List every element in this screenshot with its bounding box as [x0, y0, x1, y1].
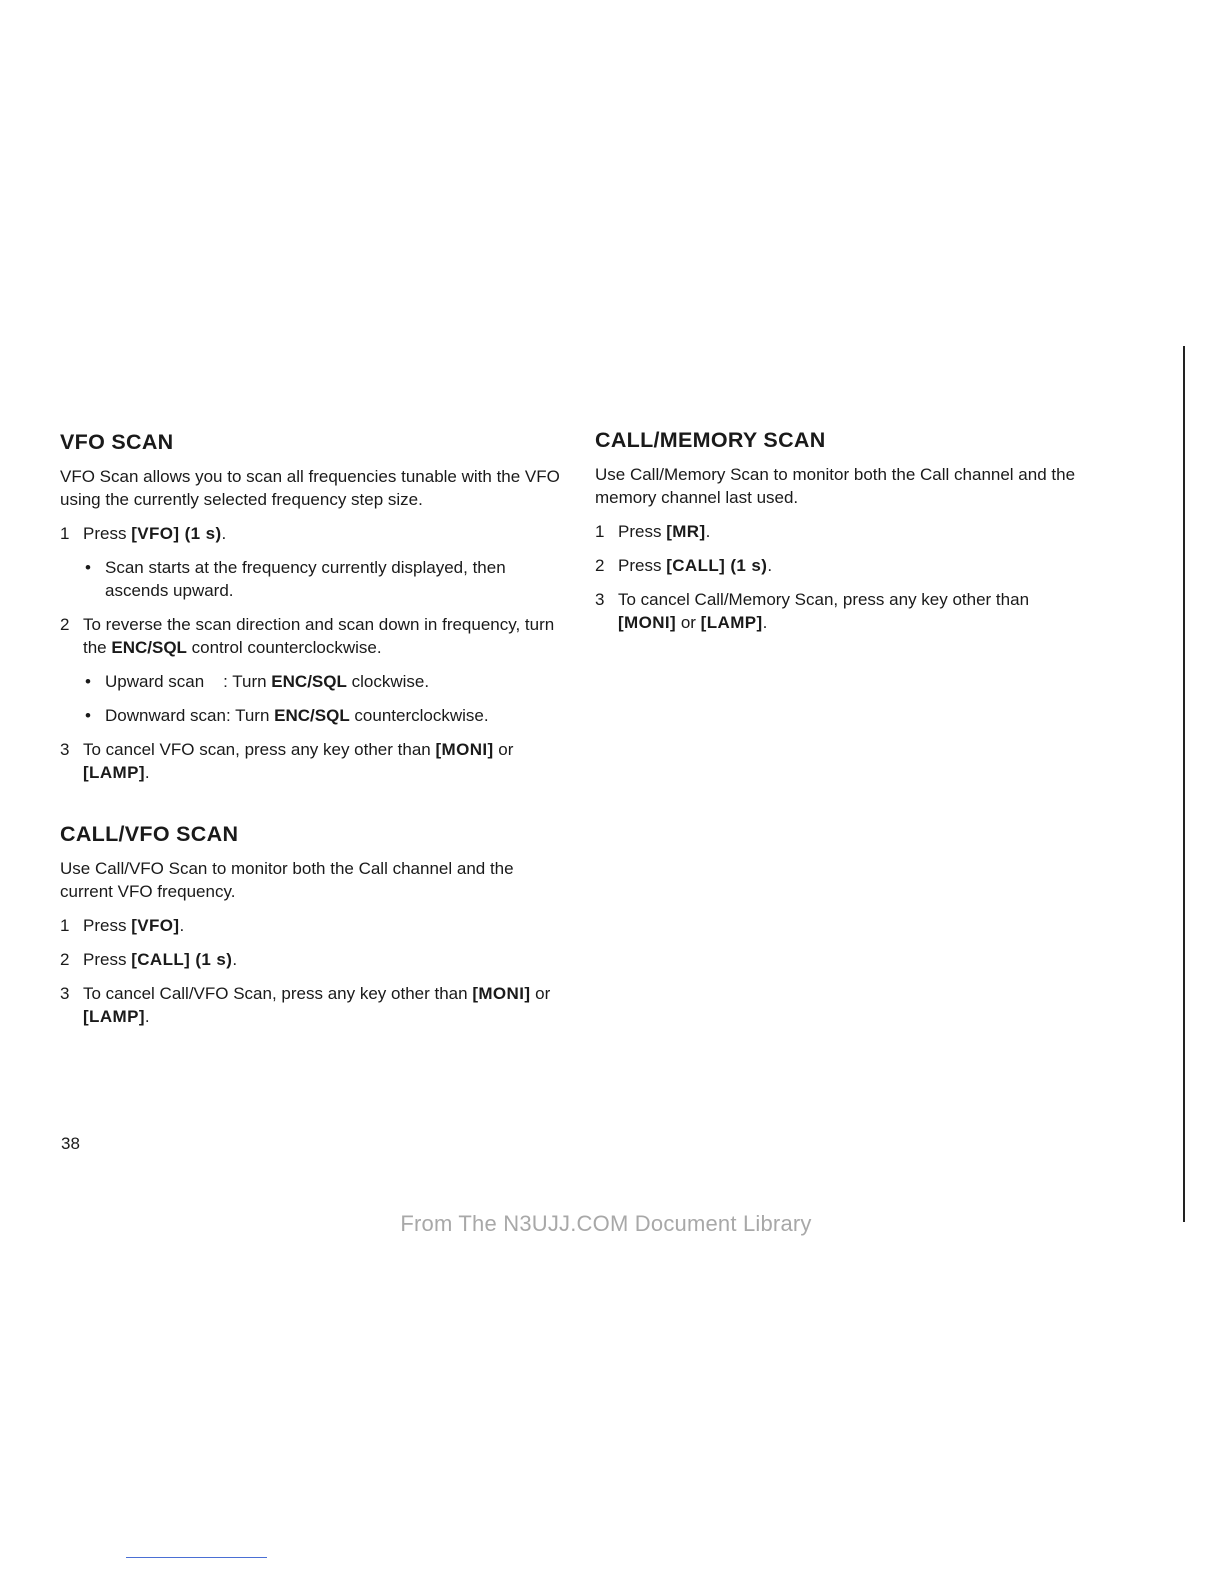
- bottom-link-rule: [126, 1557, 267, 1558]
- hold-duration: (1 s): [725, 556, 768, 575]
- punctuation: .: [767, 556, 773, 575]
- step-text: or: [493, 740, 514, 759]
- left-column: [60, 428, 560, 1064]
- right-margin-rule: [1183, 346, 1185, 1222]
- vfo-scan-bullet-2: [60, 670, 560, 693]
- bullet-dot-icon: •: [85, 558, 91, 577]
- step-number: 2: [595, 556, 605, 575]
- hold-duration: (1 s): [179, 524, 222, 543]
- mr-key: [MR]: [666, 522, 706, 541]
- step-number: 2: [60, 950, 70, 969]
- vfo-scan-step-3: [60, 738, 560, 784]
- step-text: or: [676, 613, 701, 632]
- call-memory-scan-step-3: [595, 588, 1085, 634]
- step-number: 3: [60, 984, 70, 1003]
- step-text: Press: [618, 522, 667, 541]
- hold-duration: (1 s): [190, 950, 233, 969]
- vfo-scan-heading: VFO SCAN: [60, 430, 174, 454]
- step-text: or: [530, 984, 551, 1003]
- step-text: To cancel Call/Memory Scan, press any key other than: [618, 590, 1030, 609]
- bullet-text: counterclockwise.: [349, 706, 489, 725]
- step-text: Press: [83, 950, 132, 969]
- right-column: [595, 426, 1085, 670]
- footer-watermark: From The N3UJJ.COM Document Library: [400, 1211, 812, 1236]
- bullet-text: clockwise.: [346, 672, 430, 691]
- punctuation: .: [144, 763, 150, 782]
- lamp-key: [LAMP]: [83, 763, 145, 782]
- bullet-dot-icon: •: [85, 672, 91, 691]
- vfo-scan-step-1: [60, 522, 560, 545]
- step-number: 1: [60, 524, 70, 543]
- punctuation: .: [232, 950, 238, 969]
- step-number: 3: [60, 740, 70, 759]
- vfo-key: [VFO]: [131, 524, 180, 543]
- vfo-scan-section: [60, 428, 560, 784]
- step-number: 2: [60, 615, 70, 634]
- step-text: Press: [83, 524, 132, 543]
- vfo-key: [VFO]: [131, 916, 180, 935]
- call-vfo-scan-step-3: [60, 982, 560, 1028]
- call-memory-scan-heading: CALL/MEMORY SCAN: [595, 428, 826, 452]
- page-number: 38: [61, 1134, 80, 1153]
- vfo-scan-bullet-1: [60, 556, 560, 602]
- call-vfo-scan-section: [60, 820, 560, 1028]
- bullet-dot-icon: •: [85, 706, 91, 725]
- vfo-scan-step-2: [60, 613, 560, 659]
- lamp-key: [LAMP]: [700, 613, 763, 632]
- punctuation: .: [705, 522, 711, 541]
- punctuation: .: [762, 613, 768, 632]
- step-text: Press: [618, 556, 667, 575]
- bullet-text: Scan starts at the frequency currently displayed, then ascends upward.: [105, 558, 506, 600]
- bullet-label: Downward scan: Turn: [105, 706, 275, 725]
- vfo-scan-intro: VFO Scan allows you to scan all frequencies tunable with the VFO using the currently selected frequency step size.: [60, 467, 560, 509]
- call-vfo-scan-heading: CALL/VFO SCAN: [60, 822, 239, 846]
- call-vfo-scan-step-1: [60, 914, 560, 937]
- step-text: To cancel VFO scan, press any key other than: [83, 740, 436, 759]
- enc-sql-control: ENC/SQL: [274, 706, 350, 725]
- bullet-label: Upward scan : Turn: [105, 672, 272, 691]
- step-number: 1: [60, 916, 70, 935]
- call-memory-scan-intro: Use Call/Memory Scan to monitor both the Call channel and the memory channel last used.: [595, 465, 1076, 507]
- step-text: Press: [83, 916, 132, 935]
- vfo-scan-bullet-3: [60, 704, 560, 727]
- enc-sql-control: ENC/SQL: [271, 672, 347, 691]
- punctuation: .: [144, 1007, 150, 1026]
- step-number: 3: [595, 590, 605, 609]
- call-vfo-scan-step-2: [60, 948, 560, 971]
- call-memory-scan-step-2: [595, 554, 1085, 577]
- punctuation: .: [221, 524, 227, 543]
- moni-key: [MONI]: [472, 984, 531, 1003]
- call-memory-scan-section: [595, 426, 1085, 634]
- step-number: 1: [595, 522, 605, 541]
- punctuation: .: [179, 916, 185, 935]
- enc-sql-control: ENC/SQL: [111, 638, 187, 657]
- step-text: To reverse the scan direction and scan down in frequency, turn the: [83, 615, 555, 657]
- lamp-key: [LAMP]: [83, 1007, 145, 1026]
- call-vfo-scan-intro: Use Call/VFO Scan to monitor both the Call channel and the current VFO frequency.: [60, 859, 514, 901]
- call-key: [CALL]: [131, 950, 191, 969]
- moni-key: [MONI]: [618, 613, 677, 632]
- step-text: control counterclockwise.: [186, 638, 382, 657]
- step-text: To cancel Call/VFO Scan, press any key other than: [83, 984, 473, 1003]
- call-memory-scan-step-1: [595, 520, 1085, 543]
- moni-key: [MONI]: [435, 740, 494, 759]
- call-key: [CALL]: [666, 556, 726, 575]
